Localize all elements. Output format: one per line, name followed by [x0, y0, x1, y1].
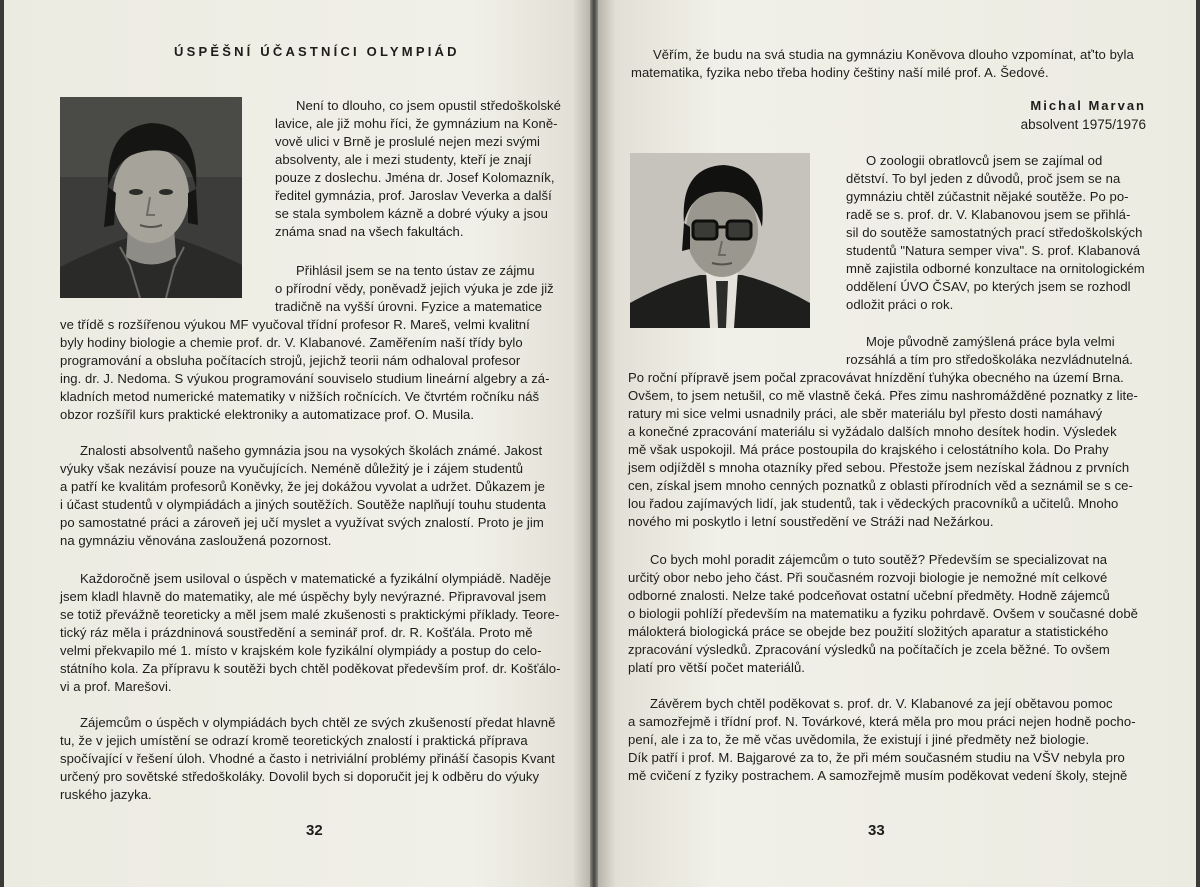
body-line: lou řadou zajímavých lidí, jak studentů, tak i vědeckých pracovníků a učitelů. Mnoho [628, 496, 1119, 511]
body-line: určený pro sovětské středoškoláky. Dovolil bych si doporučit jej k odběru do výuky [60, 769, 540, 784]
body-line: Znalosti absolventů našeho gymnázia jsou na vysokých školách známé. Jakost [80, 443, 543, 458]
body-line: mě však uspokojil. Má práce postoupila do krajského i celostátního kola. Do Prahy [628, 442, 1109, 457]
book-gutter [590, 0, 598, 887]
body-line: nového mi poskytlo i letní soustředění ve Stráži nad Nežárkou. [628, 514, 994, 529]
body-line: cen, získal jsem mnoho cenných poznatků z oblasti přírodních věd a seznámil se s ce- [628, 478, 1133, 493]
portrait-right-graphic [630, 153, 810, 328]
body-line: obzor rozšířil kurs praktické elektroniky a automatizace prof. O. Musila. [60, 407, 475, 422]
page-number: 32 [306, 822, 323, 839]
body-line: zpracování výsledků. Zpracování výsledků na počítačích je zcela běžné. To ovšem [628, 642, 1110, 657]
body-line: rozsáhlá a tím pro středoškoláka nezvládnutelná. [846, 352, 1133, 367]
portrait-left-graphic [60, 97, 242, 298]
body-line: ruského jazyka. [60, 787, 152, 802]
body-line: tu, že v jejich umístění se odrazí kromě teoretických znalostí i praktická příprava [60, 733, 528, 748]
body-line: sil do soutěže samostatných prací středoškolských [846, 225, 1143, 240]
body-line: Každoročně jsem usiloval o úspěch v matematické a fyzikální olympiádě. Naděje [80, 571, 552, 586]
body-line: i účast studentů v olympiádách a jiných soutěžích. Soutěže naplňují touhu studenta [60, 497, 546, 512]
body-line: byly hodiny biologie a chemie prof. dr. V. Klabanové. Zaměřením naší třídy bylo [60, 335, 523, 350]
intro-line: Není to dlouho, co jsem opustil středoškolské [296, 98, 561, 113]
body-line: Dík patří i prof. M. Bajgarové za to, že při mém současném studiu na VŠV nebyla pro [628, 750, 1125, 765]
body-line: dětství. To byl jeden z důvodů, proč jsem se na [846, 171, 1121, 186]
body-line: jsem kladl hlavně do matematiky, ale mé úspěchy byly nevýrazné. Připravoval jsem [60, 589, 547, 604]
body-line: a konečné zpracování materiálu si vyžádalo dalších mnoho desítek hodin. Výsledek [628, 424, 1117, 439]
body-line: ing. dr. J. Nedoma. S výukou programování souviselo studium lineární algebry a zá- [60, 371, 550, 386]
body-line: určitý obor nebo jeho část. Při současném rozvoji biologie je nemožné mít celkové [628, 570, 1108, 585]
page-33 [598, 0, 1196, 887]
student-portrait-photo-left [60, 97, 242, 298]
body-line: Zájemcům o úspěch v olympiádách bych chtěl ze svých zkušeností předat hlavně [80, 715, 556, 730]
body-line: mě cvičení z fyziky postrachem. A samozřejmě musím poděkovat vedení školy, stejně [628, 768, 1128, 783]
body-line: na gymnáziu věnována zasloužená pozornost. [60, 533, 332, 548]
body-line: Ovšem, to jsem netušil, co mě vlastně čeká. Přes zimu nashromážděné poznatky z lite- [628, 388, 1138, 403]
body-line: Moje původně zamýšlená práce byla velmi [866, 334, 1115, 349]
body-line: spočívající v řešení úloh. Vhodné a často i netriviální problémy přináší časopis Kvant [60, 751, 555, 766]
body-line: programování a obsluha počítacích strojů, jejichž teorii nám odhaloval profesor [60, 353, 521, 368]
article-heading: ÚSPĚŠNÍ ÚČASTNÍCI OLYMPIÁD [174, 44, 460, 59]
body-line: o přírodní vědy, poněvadž jejich výuka je zde již [275, 281, 554, 296]
author-name: Michal Marvan [1030, 98, 1146, 113]
body-line: po samostatné práci a zároveň jej učí myslet a využívat svých znalostí. Proto je jim [60, 515, 544, 530]
intro-line: pouze z doslechu. Jména dr. Josef Kolomazník, [275, 170, 555, 185]
body-line: Věřím, že budu na svá studia na gymnáziu Koněvova dlouho vzpomínat, ať'to byla [653, 47, 1134, 62]
body-line: radě se s. prof. dr. V. Klabanovou jsem se přihlá- [846, 207, 1131, 222]
body-line: o biologii pohlíží především na matematiku a fyziku pohrdavě. Ovšem v současné době [628, 606, 1138, 621]
body-line: výuky však nezávisí pouze na vyučujících. Neméně důležitý je i zájem studentů [60, 461, 524, 476]
body-line: studentů "Natura semper viva". S. prof. Klabanová [846, 243, 1141, 258]
body-line: málokterá biologická práce se obejde bez použití složitých aparatur a statistického [628, 624, 1109, 639]
body-line: pení, ale i za to, že mě včas uvědomila, že existují i jiné předměty než biologie. [628, 732, 1090, 747]
body-line: kladních metod numerické matematiky v nižších ročnících. Ve čtvrtém ročníku náš [60, 389, 540, 404]
intro-line: absolventy, ale i mezi studenty, kteří je znají [275, 152, 532, 167]
body-line: mně zajistila odborné konzultace na ornitologickém [846, 261, 1145, 276]
body-line: matematika, fyzika nebo třeba hodiny češtiny naší milé prof. A. Šedové. [631, 65, 1049, 80]
body-line: Po roční přípravě jsem počal zpracovávat hnízdění ťuhýka obecného na území Brna. [628, 370, 1124, 385]
body-line: a patří ke kvalitám profesorů Koněvky, že jej dokážou vyvolat a udržet. Důkazem je [60, 479, 545, 494]
intro-line: se stala symbolem kázně a dobré výuky a jsou [275, 206, 548, 221]
body-line: gymnáziu chtěl zúčastnit nějaké soutěže. Po po- [846, 189, 1129, 204]
body-line: O zoologii obratlovců jsem se zajímal od [866, 153, 1103, 168]
body-line: odložit práci o rok. [846, 297, 954, 312]
intro-line: ředitel gymnázia, prof. Jaroslav Veverka a další [275, 188, 552, 203]
body-line: jsem odjížděl s mnoha otazníky před sebou. Přestože jsem nezískal žádnou z prvních [628, 460, 1130, 475]
body-line: odborné znalosti. Nelze také podceňovat ostatní učební předměty. Hodně zájemců [628, 588, 1110, 603]
body-line: oddělení ÚVO ČSAV, po kterých jsem se rozhodl [846, 279, 1131, 294]
body-line: ve třídě s rozšířenou výukou MF vyučoval třídní profesor R. Mareš, velmi kvalitní [60, 317, 530, 332]
body-line: tradičně na vyšší úrovni. Fyzice a matematice [275, 299, 543, 314]
body-line: se totiž převážně teoreticky a měl jsem malé zkušenosti s praktickými příklady. Teore- [60, 607, 560, 622]
author-class-year: absolvent 1975/1976 [1020, 117, 1146, 132]
body-line: velmi překvapilo mé 1. místo v krajském kole fyzikální olympiády a postup do celo- [60, 643, 542, 658]
intro-line: známa snad na všech fakultách. [275, 224, 464, 239]
intro-line: lavice, ale již mohu říci, že gymnázium na Koně- [275, 116, 558, 131]
page-number: 33 [868, 822, 885, 839]
body-line: vi a prof. Marešovi. [60, 679, 172, 694]
student-portrait-photo-right [630, 153, 810, 328]
intro-line: vově ulici v Brně je proslulé nejen mezi svými [275, 134, 541, 149]
body-line: ratury mi sice velmi usnadnily práci, ale sběr materiálu byl přesto dosti namáhavý [628, 406, 1103, 421]
body-line: státního kola. Za přípravu k soutěži bych chtěl poděkovat především prof. dr. Košťálo- [60, 661, 561, 676]
body-line: Co bych mohl poradit zájemcům o tuto soutěž? Především se specializovat na [650, 552, 1108, 567]
body-line: tický ráz měla i prázdninová soustředění a seminář prof. dr. R. Košťála. Proto mě [60, 625, 533, 640]
body-line: Závěrem bych chtěl poděkovat s. prof. dr. V. Klabanové za její obětavou pomoc [650, 696, 1113, 711]
body-line: Přihlásil jsem se na tento ústav ze zájmu [296, 263, 535, 278]
body-line: platí pro větší počet materiálů. [628, 660, 805, 675]
body-line: a samozřejmě i třídní prof. N. Továrkové, která měla pro mou práci nejen hodně pocho- [628, 714, 1136, 729]
page-32 [4, 0, 590, 887]
